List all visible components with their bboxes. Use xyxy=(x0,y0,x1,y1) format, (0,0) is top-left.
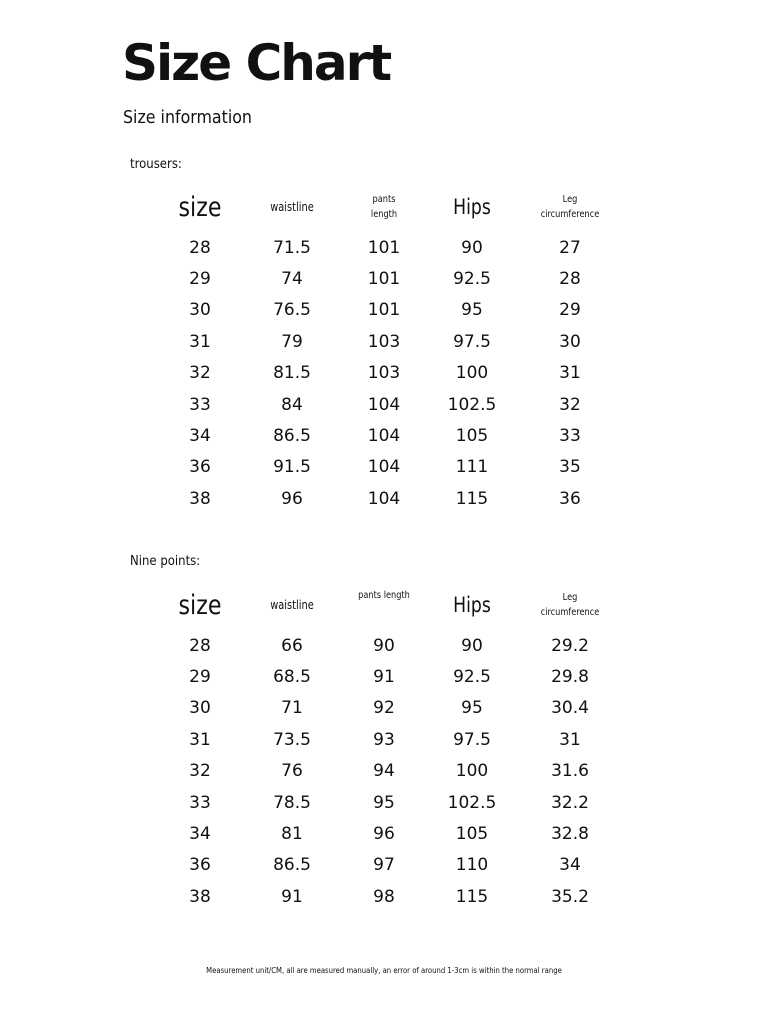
cell-waistline: 76.5 xyxy=(273,300,311,321)
cell-hips: 90 xyxy=(461,237,483,258)
table-row xyxy=(150,452,620,483)
cell-size: 31 xyxy=(189,729,211,750)
cell-size: 34 xyxy=(189,824,211,845)
cell-hips: 100 xyxy=(455,761,489,782)
table-row xyxy=(150,787,620,818)
cell-hips: 95 xyxy=(461,300,483,321)
cell-pants-length: 104 xyxy=(367,457,401,478)
cell-hips: 97.5 xyxy=(453,331,491,352)
cell-leg-circumference: 29.2 xyxy=(551,635,589,656)
cell-hips: 97.5 xyxy=(453,729,491,750)
cell-pants-length: 98 xyxy=(373,886,395,907)
cell-size: 34 xyxy=(189,426,211,447)
cell-leg-circumference: 31.6 xyxy=(551,761,589,782)
cell-hips: 102.5 xyxy=(447,792,497,813)
cell-pants-length: 94 xyxy=(373,761,395,782)
header-size: size xyxy=(178,191,222,223)
cell-leg-circumference: 36 xyxy=(559,488,581,509)
header-size: size xyxy=(178,589,222,621)
cell-waistline: 81.5 xyxy=(273,363,311,384)
cell-leg-circumference: 35 xyxy=(559,457,581,478)
cell-pants-length: 96 xyxy=(373,824,395,845)
table-row xyxy=(150,724,620,755)
cell-size: 32 xyxy=(189,761,211,782)
cell-waistline: 81 xyxy=(281,824,303,845)
table-row xyxy=(150,295,620,326)
table-body xyxy=(150,232,620,515)
cell-hips: 105 xyxy=(455,426,489,447)
cell-size: 38 xyxy=(189,488,211,509)
cell-waistline: 86.5 xyxy=(273,426,311,447)
table-row xyxy=(150,881,620,912)
section-label-nine-points: Nine points: xyxy=(130,554,201,569)
table-row xyxy=(150,483,620,514)
table-row xyxy=(150,818,620,849)
header-leg-line2: circumference xyxy=(540,607,600,618)
header-leg-line1: Leg xyxy=(562,592,578,603)
cell-leg-circumference: 28 xyxy=(559,269,581,290)
header-pants-length xyxy=(343,182,425,232)
cell-waistline: 71.5 xyxy=(273,237,311,258)
table-row xyxy=(150,693,620,724)
cell-pants-length: 93 xyxy=(373,729,395,750)
page-title: Size Chart xyxy=(122,34,391,92)
cell-leg-circumference: 32.8 xyxy=(551,824,589,845)
cell-size: 29 xyxy=(189,667,211,688)
table-row xyxy=(150,661,620,692)
cell-waistline: 73.5 xyxy=(273,729,311,750)
cell-leg-circumference: 32.2 xyxy=(551,792,589,813)
cell-pants-length: 101 xyxy=(367,269,401,290)
cell-hips: 105 xyxy=(455,824,489,845)
cell-size: 36 xyxy=(189,855,211,876)
cell-size: 33 xyxy=(189,394,211,415)
cell-leg-circumference: 29 xyxy=(559,300,581,321)
cell-pants-length: 90 xyxy=(373,635,395,656)
cell-leg-circumference: 35.2 xyxy=(551,886,589,907)
cell-hips: 100 xyxy=(455,363,489,384)
cell-pants-length: 91 xyxy=(373,667,395,688)
cell-size: 31 xyxy=(189,331,211,352)
cell-waistline: 96 xyxy=(281,488,303,509)
measurement-note: Measurement unit/CM, all are measured manually, an error of around 1-3cm is within the normal range xyxy=(206,966,562,975)
cell-waistline: 71 xyxy=(281,698,303,719)
cell-hips: 90 xyxy=(461,635,483,656)
cell-size: 28 xyxy=(189,237,211,258)
table-row xyxy=(150,232,620,263)
table-row xyxy=(150,850,620,881)
size-table-trousers xyxy=(150,182,620,515)
header-hips: Hips xyxy=(453,593,491,617)
cell-waistline: 74 xyxy=(281,269,303,290)
cell-hips: 115 xyxy=(455,488,489,509)
table-row xyxy=(150,389,620,420)
cell-leg-circumference: 31 xyxy=(559,363,581,384)
cell-hips: 92.5 xyxy=(453,269,491,290)
cell-pants-length: 92 xyxy=(373,698,395,719)
header-leg-line1: Leg xyxy=(562,194,578,205)
header-leg-line2: circumference xyxy=(540,209,600,220)
header-pants-length-line2: length xyxy=(370,209,398,220)
cell-leg-circumference: 34 xyxy=(559,855,581,876)
cell-hips: 111 xyxy=(455,457,489,478)
header-waistline: waistline xyxy=(270,200,314,214)
header-leg-circumference xyxy=(529,182,611,232)
cell-pants-length: 103 xyxy=(367,363,401,384)
cell-size: 30 xyxy=(189,698,211,719)
cell-waistline: 76 xyxy=(281,761,303,782)
section-label-trousers: trousers: xyxy=(130,157,182,172)
header-leg-circumference xyxy=(529,580,611,630)
cell-size: 38 xyxy=(189,886,211,907)
cell-pants-length: 104 xyxy=(367,426,401,447)
size-table-nine-points xyxy=(150,580,620,913)
cell-pants-length: 104 xyxy=(367,394,401,415)
cell-pants-length: 103 xyxy=(367,331,401,352)
cell-waistline: 78.5 xyxy=(273,792,311,813)
table-body xyxy=(150,630,620,913)
table-header xyxy=(150,580,620,630)
cell-pants-length: 104 xyxy=(367,488,401,509)
table-row xyxy=(150,326,620,357)
table-row xyxy=(150,263,620,294)
cell-pants-length: 97 xyxy=(373,855,395,876)
cell-leg-circumference: 30.4 xyxy=(551,698,589,719)
header-hips: Hips xyxy=(453,195,491,219)
table-header xyxy=(150,182,620,232)
table-row xyxy=(150,756,620,787)
cell-waistline: 91.5 xyxy=(273,457,311,478)
cell-pants-length: 95 xyxy=(373,792,395,813)
cell-size: 28 xyxy=(189,635,211,656)
cell-leg-circumference: 27 xyxy=(559,237,581,258)
cell-waistline: 86.5 xyxy=(273,855,311,876)
cell-hips: 110 xyxy=(455,855,489,876)
cell-hips: 95 xyxy=(461,698,483,719)
cell-hips: 115 xyxy=(455,886,489,907)
header-pants-length-line1: pants xyxy=(372,194,396,205)
cell-leg-circumference: 32 xyxy=(559,394,581,415)
cell-waistline: 68.5 xyxy=(273,667,311,688)
table-row xyxy=(150,358,620,389)
table-row xyxy=(150,420,620,451)
cell-leg-circumference: 29.8 xyxy=(551,667,589,688)
cell-size: 33 xyxy=(189,792,211,813)
cell-waistline: 79 xyxy=(281,331,303,352)
cell-leg-circumference: 30 xyxy=(559,331,581,352)
cell-size: 32 xyxy=(189,363,211,384)
cell-hips: 102.5 xyxy=(447,394,497,415)
cell-hips: 92.5 xyxy=(453,667,491,688)
cell-leg-circumference: 31 xyxy=(559,729,581,750)
header-waistline: waistline xyxy=(270,598,314,612)
cell-pants-length: 101 xyxy=(367,300,401,321)
cell-waistline: 91 xyxy=(281,886,303,907)
cell-pants-length: 101 xyxy=(367,237,401,258)
cell-waistline: 84 xyxy=(281,394,303,415)
cell-leg-circumference: 33 xyxy=(559,426,581,447)
cell-size: 36 xyxy=(189,457,211,478)
table-row xyxy=(150,630,620,661)
cell-size: 29 xyxy=(189,269,211,290)
header-pants-length: pants length xyxy=(358,590,410,601)
cell-waistline: 66 xyxy=(281,635,303,656)
cell-size: 30 xyxy=(189,300,211,321)
page-subtitle: Size information xyxy=(123,107,252,128)
